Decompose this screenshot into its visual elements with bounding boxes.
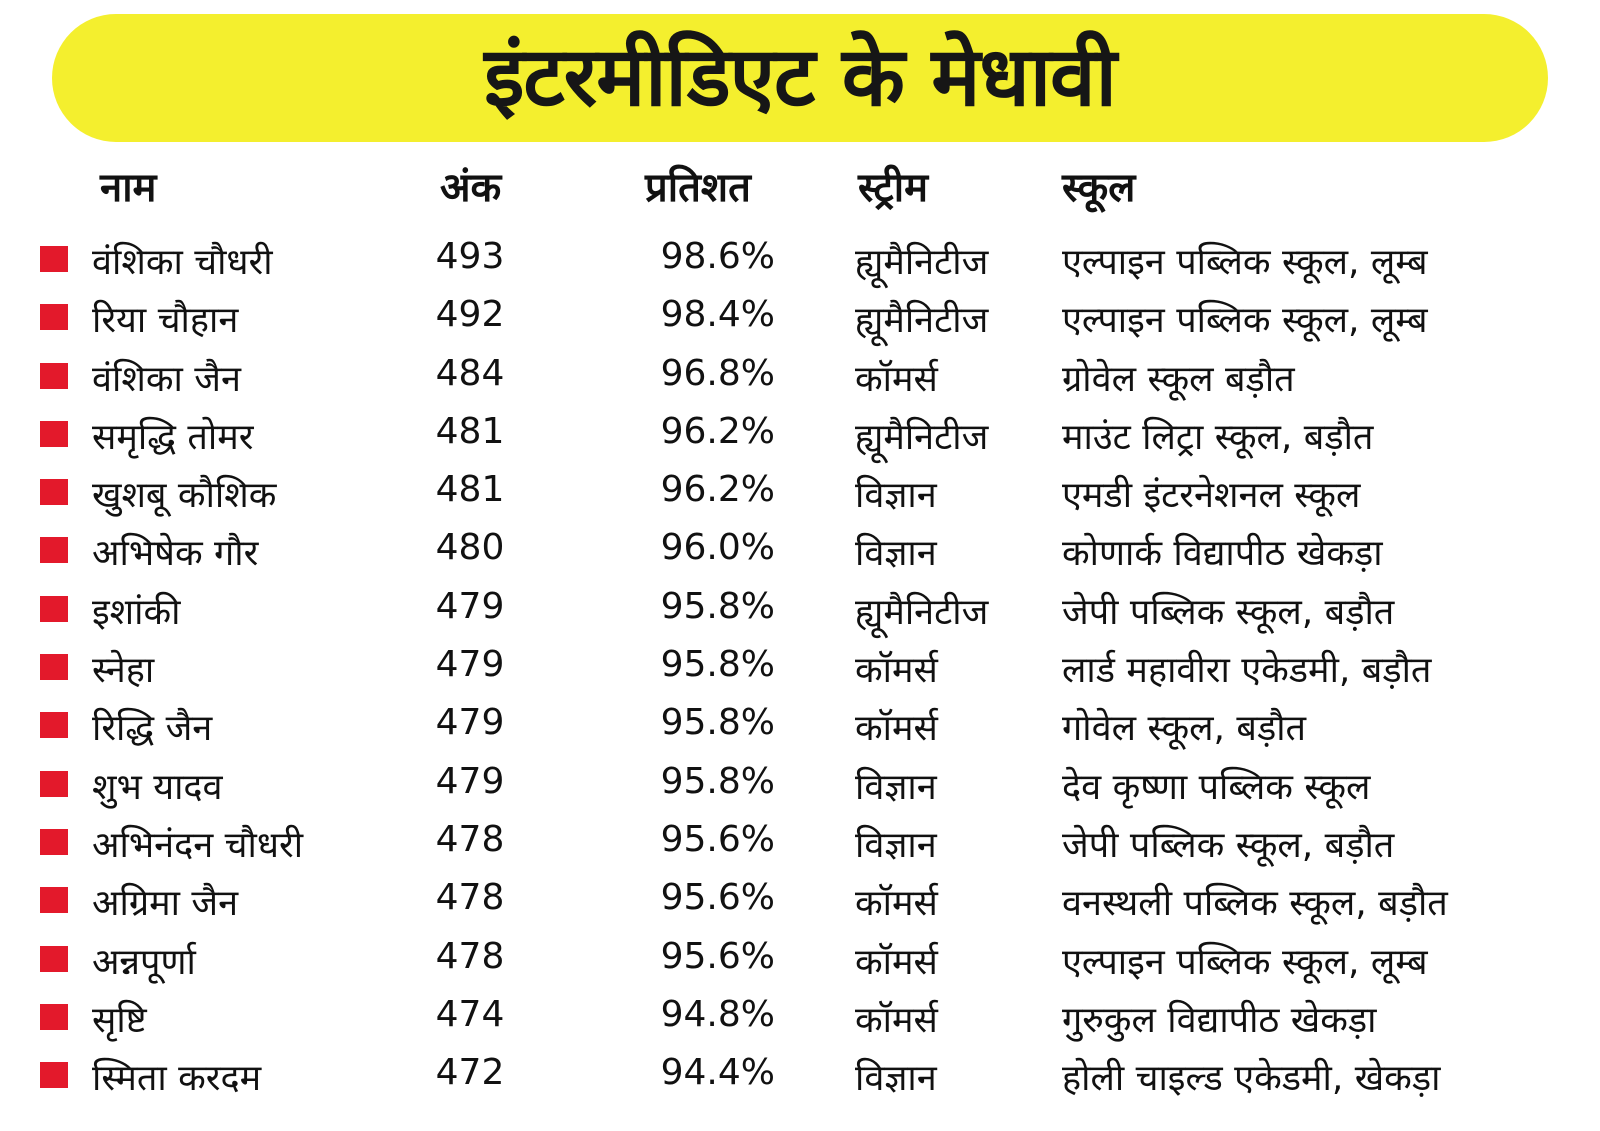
student-marks: 481: [435, 469, 505, 511]
student-stream: ह्यूमैनिटीज: [855, 242, 989, 283]
student-school: कोणार्क विद्यापीठ खेकड़ा: [1062, 533, 1383, 575]
student-name: अभिनंदन चौधरी: [92, 824, 304, 866]
student-name: सृष्टि: [92, 999, 147, 1041]
bullet-icon: [40, 421, 68, 447]
bullet-icon: [40, 829, 68, 855]
student-school: वनस्थली पब्लिक स्कूल, बड़ौत: [1062, 883, 1448, 925]
student-school: लार्ड महावीरा एकेडमी, बड़ौत: [1062, 650, 1432, 692]
student-percent: 96.8%: [660, 352, 775, 394]
student-percent: 95.8%: [660, 585, 775, 627]
student-stream: कॉमर्स: [855, 999, 938, 1041]
student-school: एल्पाइन पब्लिक स्कूल, लूम्ब: [1062, 242, 1428, 283]
student-marks: 479: [435, 585, 505, 627]
student-school: गोवेल स्कूल, बड़ौत: [1062, 708, 1307, 750]
table-row: [0, 755, 1600, 813]
student-stream: ह्यूमैनिटीज: [855, 300, 989, 342]
student-marks: 481: [435, 410, 505, 452]
student-school: ग्रोवेल स्कूल बड़ौत: [1062, 358, 1295, 400]
student-marks: 478: [435, 818, 505, 860]
bullet-icon: [40, 363, 68, 389]
student-school: गुरुकुल विद्यापीठ खेकड़ा: [1062, 999, 1377, 1041]
student-percent: 95.8%: [660, 702, 775, 744]
table-row: [0, 1046, 1600, 1104]
student-school: जेपी पब्लिक स्कूल, बड़ौत: [1062, 591, 1395, 633]
table-row: [0, 930, 1600, 988]
student-stream: ह्यूमैनिटीज: [855, 416, 989, 458]
student-school: एल्पाइन पब्लिक स्कूल, लूम्ब: [1062, 300, 1428, 342]
table-body: [0, 230, 1600, 1104]
student-percent: 95.8%: [660, 760, 775, 802]
table-row: [0, 463, 1600, 521]
bullet-icon: [40, 1004, 68, 1030]
student-stream: कॉमर्स: [855, 708, 938, 750]
student-marks: 472: [435, 1052, 505, 1094]
table-row: [0, 638, 1600, 696]
student-stream: विज्ञान: [855, 824, 937, 866]
bullet-icon: [40, 887, 68, 913]
student-name: समृद्धि तोमर: [92, 416, 254, 458]
student-marks: 479: [435, 644, 505, 686]
student-percent: 96.2%: [660, 469, 775, 511]
table-row: [0, 288, 1600, 346]
header-school: स्कूल: [1062, 165, 1136, 211]
header-marks: अंक: [440, 165, 502, 211]
student-marks: 493: [435, 236, 505, 277]
table-row: [0, 696, 1600, 754]
student-school: होली चाइल्ड एकेडमी, खेकड़ा: [1062, 1058, 1441, 1100]
header-percent: प्रतिशत: [645, 165, 751, 211]
student-school: देव कृष्णा पब्लिक स्कूल: [1062, 766, 1371, 808]
table-row: [0, 230, 1600, 288]
merit-table: [0, 150, 1600, 1104]
bullet-icon: [40, 771, 68, 797]
student-stream: कॉमर्स: [855, 650, 938, 692]
bullet-icon: [40, 304, 68, 330]
student-school: जेपी पब्लिक स्कूल, बड़ौत: [1062, 824, 1395, 866]
student-name: खुशबू कौशिक: [92, 475, 277, 517]
bullet-icon: [40, 654, 68, 680]
student-percent: 95.6%: [660, 818, 775, 860]
student-stream: विज्ञान: [855, 475, 937, 517]
student-name: अन्नपूर्णा: [92, 941, 196, 983]
student-marks: 474: [435, 993, 505, 1035]
student-name: रिया चौहान: [92, 300, 239, 342]
table-row: [0, 521, 1600, 579]
student-name: इशांकी: [92, 591, 181, 633]
student-percent: 95.6%: [660, 935, 775, 977]
bullet-icon: [40, 712, 68, 738]
bullet-icon: [40, 1062, 68, 1088]
student-marks: 480: [435, 527, 505, 569]
student-name: स्मिता करदम: [92, 1058, 262, 1100]
student-name: रिद्धि जैन: [92, 708, 213, 750]
student-name: स्नेहा: [92, 650, 155, 692]
student-percent: 98.4%: [660, 294, 775, 336]
table-row: [0, 871, 1600, 929]
table-row: [0, 405, 1600, 463]
student-stream: कॉमर्स: [855, 941, 938, 983]
student-stream: ह्यूमैनिटीज: [855, 591, 989, 633]
student-stream: विज्ञान: [855, 766, 937, 808]
bullet-icon: [40, 537, 68, 563]
student-name: अभिषेक गौर: [92, 533, 259, 575]
table-row: [0, 988, 1600, 1046]
table-row: [0, 813, 1600, 871]
student-marks: 478: [435, 935, 505, 977]
student-stream: कॉमर्स: [855, 883, 938, 925]
header-name: नाम: [100, 165, 157, 211]
student-marks: 479: [435, 760, 505, 802]
bullet-icon: [40, 479, 68, 505]
student-marks: 492: [435, 294, 505, 336]
student-percent: 96.0%: [660, 527, 775, 569]
table-row: [0, 347, 1600, 405]
student-school: माउंट लिट्रा स्कूल, बड़ौत: [1062, 416, 1374, 458]
student-school: एमडी इंटरनेशनल स्कूल: [1062, 475, 1361, 517]
student-percent: 95.6%: [660, 877, 775, 919]
title-banner: [52, 14, 1548, 142]
student-percent: 95.8%: [660, 644, 775, 686]
student-percent: 96.2%: [660, 410, 775, 452]
student-marks: 479: [435, 702, 505, 744]
student-school: एल्पाइन पब्लिक स्कूल, लूम्ब: [1062, 941, 1428, 983]
student-marks: 484: [435, 352, 505, 394]
student-percent: 94.8%: [660, 993, 775, 1035]
student-stream: विज्ञान: [855, 533, 937, 575]
student-name: वंशिका चौधरी: [92, 242, 273, 283]
student-percent: 94.4%: [660, 1052, 775, 1094]
student-stream: कॉमर्स: [855, 358, 938, 400]
student-name: अग्रिमा जैन: [92, 883, 239, 925]
student-stream: विज्ञान: [855, 1058, 937, 1100]
bullet-icon: [40, 946, 68, 972]
student-name: वंशिका जैन: [92, 358, 241, 400]
bullet-icon: [40, 596, 68, 622]
table-header: [0, 150, 1600, 230]
page-title: इंटरमीडिएट के मेधावी: [484, 30, 1116, 125]
student-marks: 478: [435, 877, 505, 919]
header-stream: स्ट्रीम: [858, 165, 928, 211]
student-name: शुभ यादव: [92, 766, 223, 808]
student-percent: 98.6%: [660, 236, 775, 277]
table-row: [0, 580, 1600, 638]
bullet-icon: [40, 246, 68, 272]
